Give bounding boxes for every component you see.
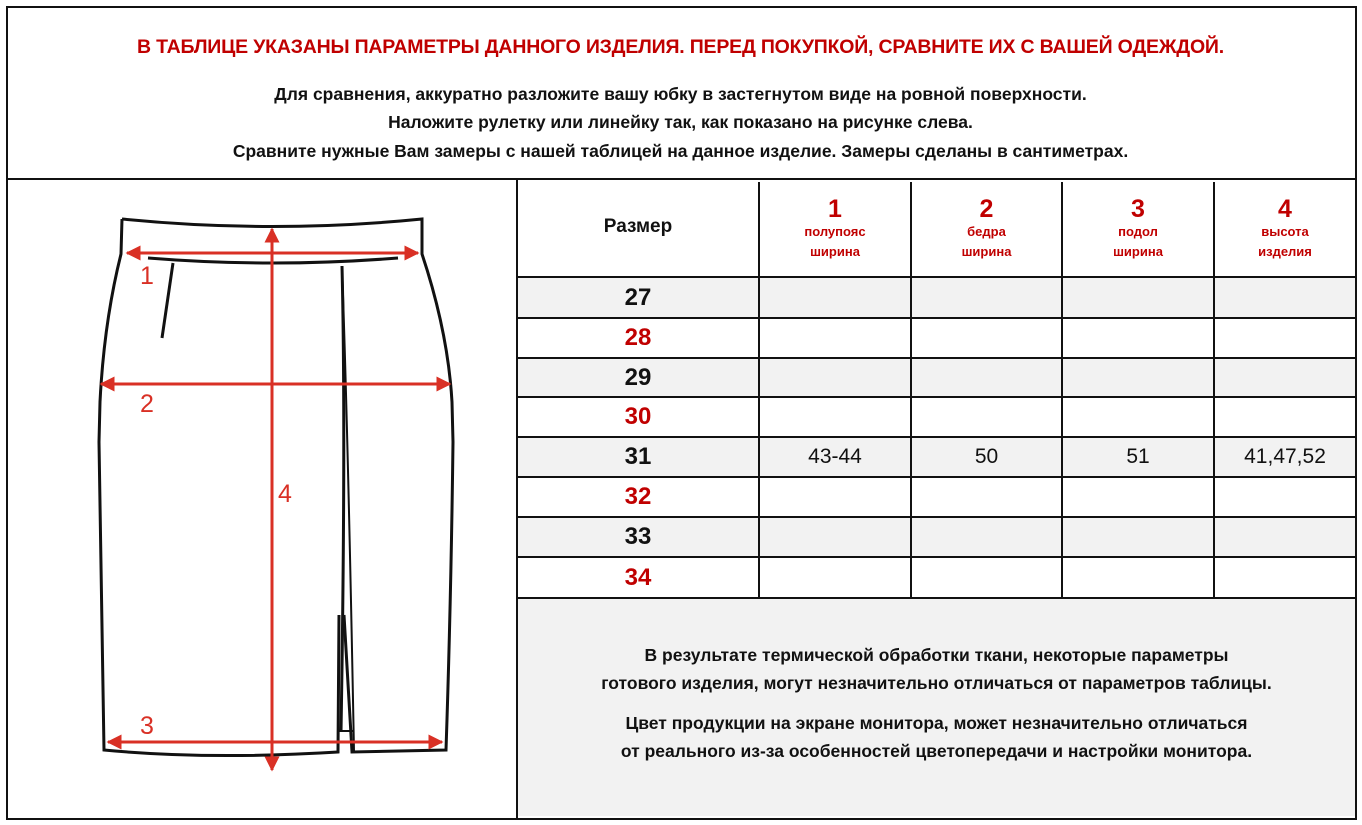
size-value: 31: [624, 443, 652, 470]
size-value: 27: [624, 283, 652, 311]
col-2-label-2: ширина: [961, 244, 1012, 259]
table-row: [518, 518, 1355, 558]
value-cell: 43-44: [808, 445, 862, 468]
label-1: 1: [140, 262, 154, 290]
col-4-label-2: изделия: [1258, 244, 1312, 259]
col-1-number: 1: [828, 195, 842, 223]
table-row: [518, 278, 1355, 319]
header-col-4: [1215, 182, 1355, 276]
header-title: В ТАБЛИЦЕ УКАЗАНЫ ПАРАМЕТРЫ ДАННОГО ИЗДЕЛИЯ. ПЕРЕД ПОКУПКОЙ, СРАВНИТЕ ИХ С ВАШЕЙ ОДЕЖДОЙ.: [137, 36, 1224, 58]
col-3-number: 3: [1131, 195, 1145, 223]
skirt-diagram: [8, 182, 516, 816]
size-value: 32: [624, 483, 652, 510]
header-col-3: [1063, 182, 1215, 276]
value-cell: 51: [1126, 445, 1150, 468]
info-line-4: от реального из-за особенностей цветопередачи и настройки монитора.: [620, 741, 1253, 761]
header-panel: [6, 6, 1355, 180]
table-row: [518, 359, 1355, 398]
label-4: 4: [278, 480, 292, 508]
col-2-label-1: бедра: [967, 224, 1006, 239]
size-column-header: Размер: [603, 216, 673, 237]
table-row: [518, 319, 1355, 359]
label-3: 3: [140, 712, 154, 740]
size-value: 30: [624, 403, 652, 430]
table-header-row: [518, 182, 1355, 278]
header-col-1: [760, 182, 912, 276]
col-3-label-2: ширина: [1113, 244, 1163, 259]
info-line-2: готового изделия, могут незначительно отличаться от параметров таблицы.: [601, 673, 1272, 693]
col-2-number: 2: [979, 195, 994, 223]
header-size-cell: [518, 182, 760, 276]
info-panel: [518, 599, 1355, 816]
label-2: 2: [140, 390, 154, 418]
col-3-label-1: подол: [1118, 224, 1158, 239]
instruction-line-2: Наложите рулетку или линейку так, как показано на рисунке слева.: [388, 112, 973, 132]
value-cell: 50: [974, 445, 999, 468]
table-row: [518, 478, 1355, 518]
size-value: 34: [624, 563, 652, 591]
info-line-3: Цвет продукции на экране монитора, может незначительно отличаться: [625, 713, 1248, 733]
col-1-label-1: полупояс: [804, 224, 866, 239]
info-line-1: В результате термической обработки ткани, некоторые параметры: [644, 645, 1229, 665]
col-1-label-2: ширина: [810, 244, 860, 259]
header-col-2: [912, 182, 1063, 276]
pocket-line: [162, 263, 173, 338]
table-row: [518, 398, 1355, 438]
col-4-number: 4: [1278, 195, 1292, 223]
table-row: [518, 438, 1355, 478]
value-cell: 41,47,52: [1244, 445, 1326, 468]
skirt-outline: [99, 219, 453, 756]
table-row: [518, 558, 1355, 599]
instruction-line-3: Сравните нужные Вам замеры с нашей таблицей на данное изделие. Замеры сделаны в сантиметрах.: [232, 141, 1129, 161]
col-4-label-1: высота: [1261, 224, 1309, 239]
skirt-diagram-svg: [8, 182, 516, 816]
instruction-line-1: Для сравнения, аккуратно разложите вашу юбку в застегнутом виде на ровной поверхности.: [274, 84, 1087, 104]
size-value: 33: [624, 523, 652, 550]
size-value: 28: [624, 324, 652, 351]
size-value: 29: [624, 363, 652, 391]
